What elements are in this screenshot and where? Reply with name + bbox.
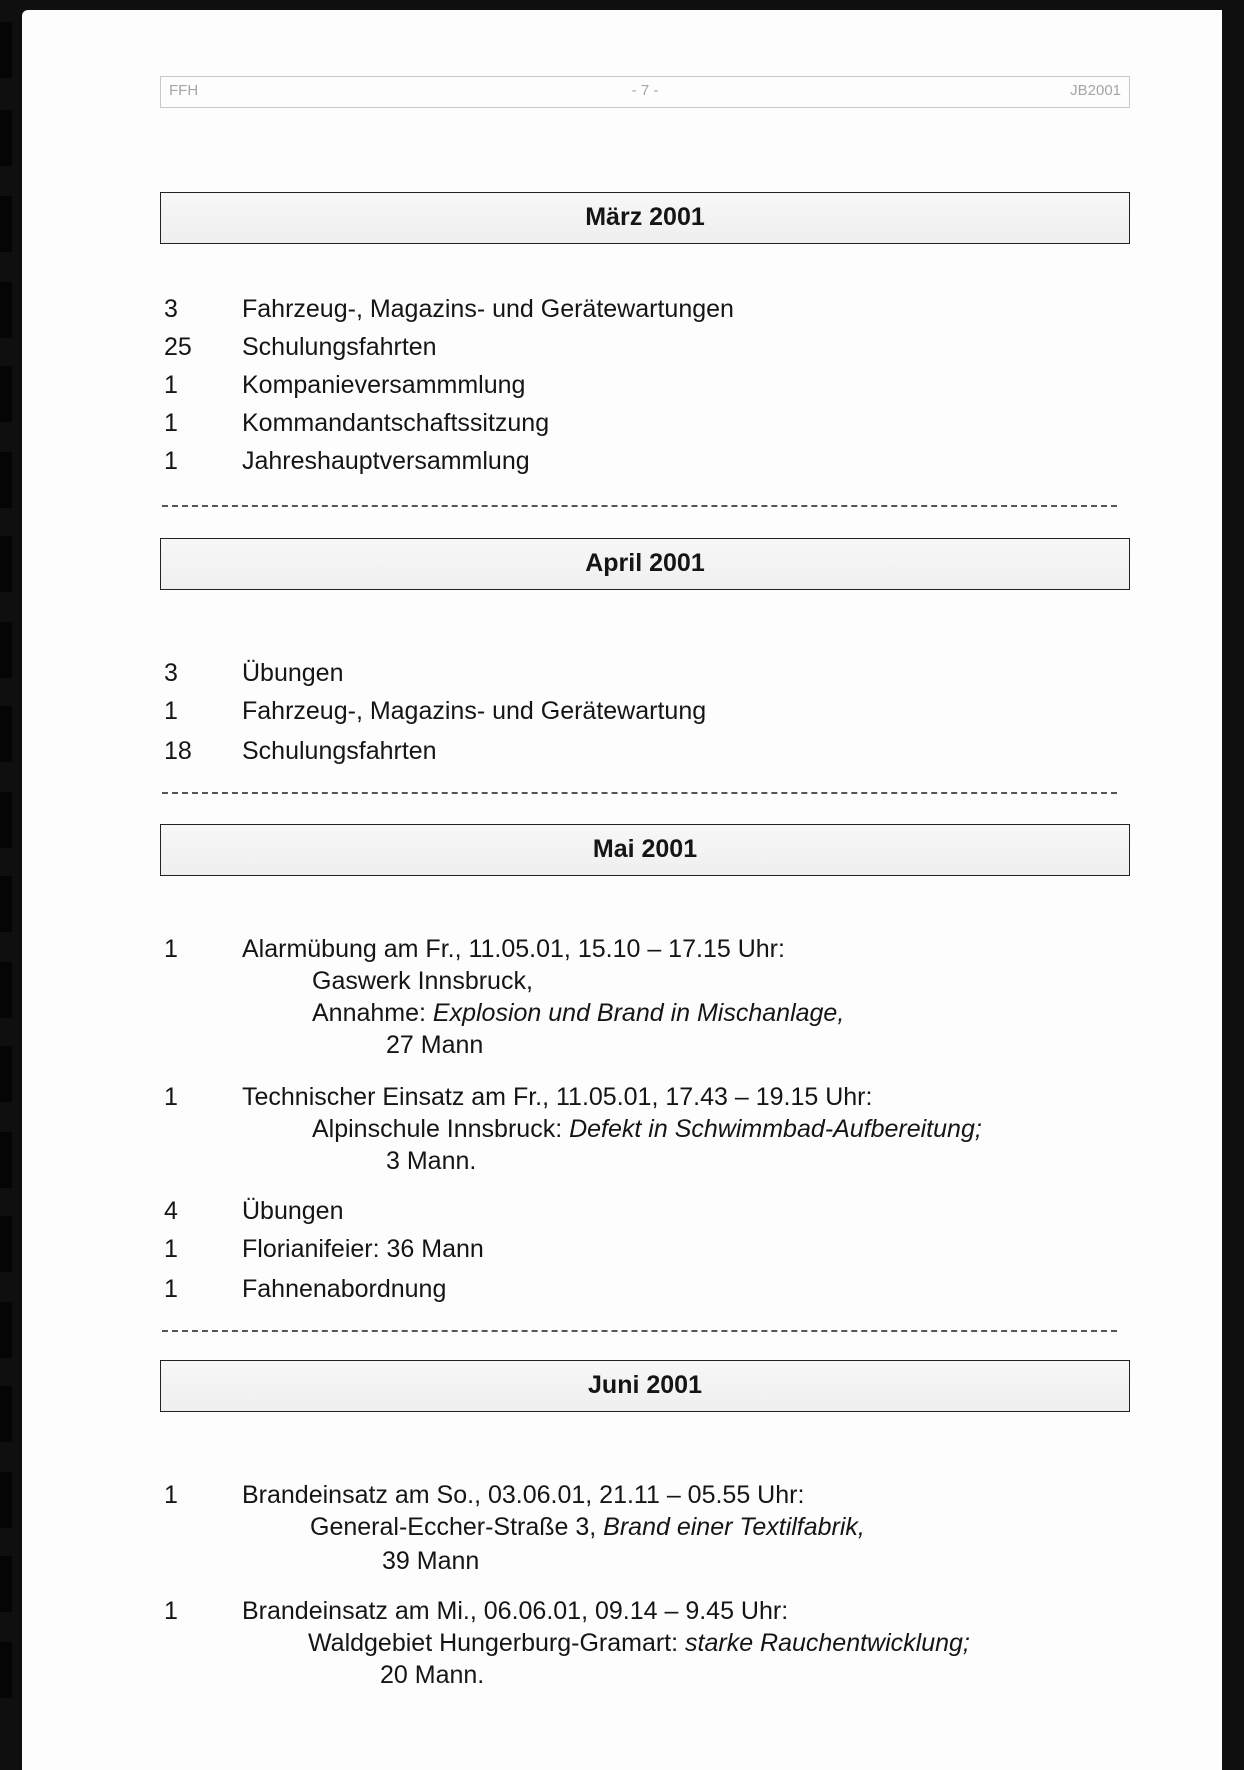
item-text: Fahrzeug-, Magazins- und Gerätewartung bbox=[242, 697, 707, 725]
section-divider bbox=[162, 1330, 1117, 1332]
item-count: 1 bbox=[164, 371, 178, 399]
location-description: starke Rauchentwicklung; bbox=[685, 1629, 970, 1657]
section-title-maerz: März 2001 bbox=[160, 192, 1130, 244]
location-description: Brand einer Textilfabrik, bbox=[603, 1513, 865, 1541]
item-count: 1 bbox=[164, 935, 178, 963]
item-text: Schulungsfahrten bbox=[242, 333, 437, 361]
item-crew: 27 Mann bbox=[386, 1031, 484, 1059]
item-crew: 39 Mann bbox=[382, 1547, 480, 1575]
item-count: 1 bbox=[164, 697, 178, 725]
item-text: Brandeinsatz am So., 03.06.01, 21.11 – 05.55 Uhr: bbox=[242, 1481, 805, 1509]
item-count: 1 bbox=[164, 447, 178, 475]
item-crew: 3 Mann. bbox=[386, 1147, 477, 1175]
item-count: 25 bbox=[164, 333, 192, 361]
item-count: 3 bbox=[164, 659, 178, 687]
item-location: Gaswerk Innsbruck, bbox=[312, 967, 533, 995]
item-text: Technischer Einsatz am Fr., 11.05.01, 17.43 – 19.15 Uhr: bbox=[242, 1083, 873, 1111]
item-count: 18 bbox=[164, 737, 192, 765]
header-doc-id: JB2001 bbox=[1070, 82, 1121, 99]
item-text: Fahnenabordnung bbox=[242, 1275, 447, 1303]
item-location bbox=[308, 1626, 970, 1660]
section-divider bbox=[162, 792, 1117, 794]
item-text: Jahreshauptversammlung bbox=[242, 447, 530, 475]
description-text: Explosion und Brand in Mischanlage, bbox=[432, 999, 845, 1027]
section-title-juni: Juni 2001 bbox=[160, 1360, 1130, 1412]
header-org: FFH bbox=[169, 82, 199, 99]
item-count: 1 bbox=[164, 1275, 178, 1303]
item-count: 4 bbox=[164, 1197, 178, 1225]
item-count: 1 bbox=[164, 1597, 178, 1625]
location-description: Defekt in Schwimmbad-Aufbereitung; bbox=[569, 1115, 982, 1143]
page-header bbox=[160, 76, 1130, 108]
item-count: 1 bbox=[164, 1481, 178, 1509]
item-location bbox=[310, 1510, 865, 1544]
item-text: Schulungsfahrten bbox=[242, 737, 437, 765]
item-count: 1 bbox=[164, 1083, 178, 1111]
page-number: - 7 - bbox=[631, 82, 659, 99]
description-label: Annahme: bbox=[312, 999, 433, 1027]
section-divider bbox=[162, 505, 1117, 507]
location-text: General-Eccher-Straße 3, bbox=[310, 1513, 604, 1541]
location-text: Alpinschule Innsbruck: bbox=[312, 1115, 570, 1143]
ring-binding bbox=[0, 0, 20, 1753]
item-count: 1 bbox=[164, 1235, 178, 1263]
item-location bbox=[312, 1112, 982, 1146]
item-count: 3 bbox=[164, 295, 178, 323]
item-text: Kommandantschaftssitzung bbox=[242, 409, 550, 437]
item-text: Brandeinsatz am Mi., 06.06.01, 09.14 – 9.45 Uhr: bbox=[242, 1597, 789, 1625]
section-title-april: April 2001 bbox=[160, 538, 1130, 590]
location-text: Waldgebiet Hungerburg-Gramart: bbox=[308, 1629, 686, 1657]
item-crew: 20 Mann. bbox=[380, 1661, 485, 1689]
item-text: Kompanieversammmlung bbox=[242, 371, 526, 399]
item-text: Fahrzeug-, Magazins- und Gerätewartungen bbox=[242, 295, 734, 323]
item-text: Florianifeier: 36 Mann bbox=[242, 1235, 484, 1263]
item-text: Übungen bbox=[242, 659, 344, 687]
item-description bbox=[312, 996, 844, 1030]
item-text: Alarmübung am Fr., 11.05.01, 15.10 – 17.15 Uhr: bbox=[242, 935, 785, 963]
document-page bbox=[22, 10, 1222, 1770]
item-text: Übungen bbox=[242, 1197, 344, 1225]
section-title-mai: Mai 2001 bbox=[160, 824, 1130, 876]
item-count: 1 bbox=[164, 409, 178, 437]
